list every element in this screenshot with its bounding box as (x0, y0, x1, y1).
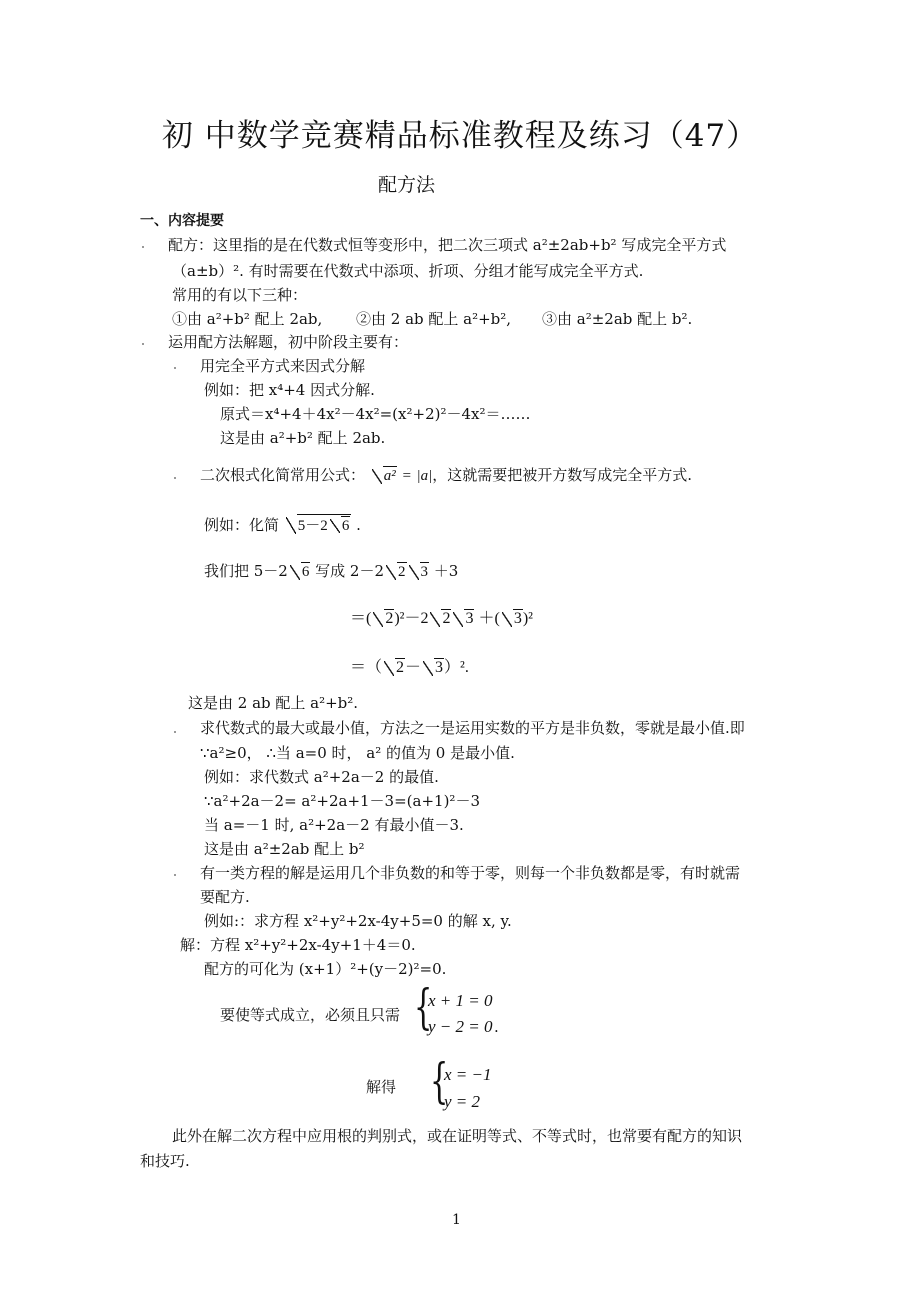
example-extreme-step1: ∵a²+2a－2= a²+2a+1－3=(a+1)²－3 (204, 792, 480, 810)
list-marker (174, 477, 176, 479)
list-marker (142, 246, 144, 248)
example-equation-solution: 解：方程 x²+y²+2x-4y+1＋4＝0. (180, 936, 416, 954)
example-extreme-note: 这是由 a²±2ab 配上 b² (204, 840, 365, 858)
example-radical-note: 这是由 2 ab 配上 a²+b². (188, 694, 359, 712)
example-equation-task: 例如:：求方程 x²+y²+2x-4y+5=0 的解 x, y. (204, 912, 512, 930)
formula-equals: = (401, 468, 412, 484)
item-extreme-value-line2: ∵a²≥0， ∴当 a=0 时， a² 的值为 0 是最小值. (200, 744, 515, 762)
item-equation-line2: 要配方. (200, 888, 250, 906)
item-factoring: 用完全平方式来因式分解 (200, 357, 366, 375)
closing-paragraph-line2: 和技巧. (140, 1152, 190, 1170)
system-brace-1: { (414, 979, 433, 1035)
list-marker (174, 731, 176, 733)
abs-a: |a| (416, 468, 433, 484)
example-factoring-note: 这是由 a²+b² 配上 2ab. (220, 429, 386, 447)
paragraph-definition-line1: 配方：这里指的是在代数式恒等变形中，把二次三项式 a²±2ab+b² 写成完全平方式 (168, 236, 727, 254)
item-equation-line1: 有一类方程的解是运用几个非负数的和等于零，则每一个非负数都是零，有时就需 (200, 864, 741, 882)
list-marker (174, 874, 176, 876)
method-2: ②由 2 ab 配上 a²+b², (356, 310, 512, 328)
sqrt-a-squared: a² (372, 466, 397, 485)
example-radical-task: 例如：化简 5－2 6 . (204, 516, 361, 534)
document-subtitle: 配方法 (378, 174, 436, 196)
document-title: 初 中数学竞赛精品标准教程及练习（47） (161, 118, 759, 154)
example-extreme-task: 例如：求代数式 a²+2a－2 的最值. (204, 768, 439, 786)
example-factoring-task: 例如：把 x⁴+4 因式分解. (204, 381, 375, 399)
paragraph-definition-line2: （a±b）². 有时需要在代数式中添项、折项、分组才能写成完全平方式. (172, 262, 644, 280)
section-heading: 一、内容提要 (140, 213, 224, 229)
example-equation-result-label: 解得 (366, 1078, 397, 1096)
list-marker (174, 367, 176, 369)
system-2-eq-1: x = −1 (444, 1065, 492, 1084)
system-1-period: . (494, 1018, 499, 1036)
sqrt-5-minus-2sqrt6: 5－2 6 (286, 514, 352, 535)
system-brace-2: { (430, 1053, 449, 1109)
example-equation-completed-square: 配方的可化为 (x+1）²+(y－2)²=0. (204, 960, 447, 978)
system-1-eq-2: y − 2 = 0 (428, 1017, 493, 1036)
closing-paragraph-line1: 此外在解二次方程中应用根的判别式，或在证明等式、不等式时，也常要有配方的知识 (172, 1127, 743, 1145)
list-marker (142, 343, 144, 345)
system-2-eq-2: y = 2 (444, 1092, 481, 1111)
example-radical-rewrite: 我们把 5－2 6 写成 2－2 2 3 ＋3 (204, 562, 459, 580)
example-factoring-step: 原式＝x⁴+4＋4x²－4x²=(x²+2)²－4x²＝…… (220, 405, 531, 423)
system-1-eq-1: x + 1 = 0 (428, 991, 493, 1010)
item-radical-prefix: 二次根式化简常用公式： (200, 466, 366, 484)
example-radical-equation-2: ＝（ 2－ 3）². (350, 659, 469, 676)
example-equation-condition: 要使等式成立，必须且只需 (220, 1006, 401, 1024)
page-number: 1 (452, 1212, 461, 1228)
example-radical-equation-1: ＝( 2)²－2 2 3 ＋( 3)² (350, 610, 533, 627)
method-3: ③由 a²±2ab 配上 b². (542, 310, 693, 328)
paragraph-methods-intro: 常用的有以下三种： (172, 286, 308, 304)
item-radical-formula (200, 466, 692, 485)
item-extreme-value-line1: 求代数式的最大或最小值，方法之一是运用实数的平方是非负数，零就是最小值.即 (200, 719, 745, 737)
item-radical-suffix: ，这就需要把被开方数写成完全平方式. (432, 466, 693, 484)
paragraph-uses-intro: 运用配方法解题，初中阶段主要有： (168, 333, 409, 351)
method-1: ①由 a²+b² 配上 2ab, (172, 310, 323, 328)
example-extreme-step2: 当 a=－1 时, a²+2a－2 有最小值－3. (204, 816, 464, 834)
